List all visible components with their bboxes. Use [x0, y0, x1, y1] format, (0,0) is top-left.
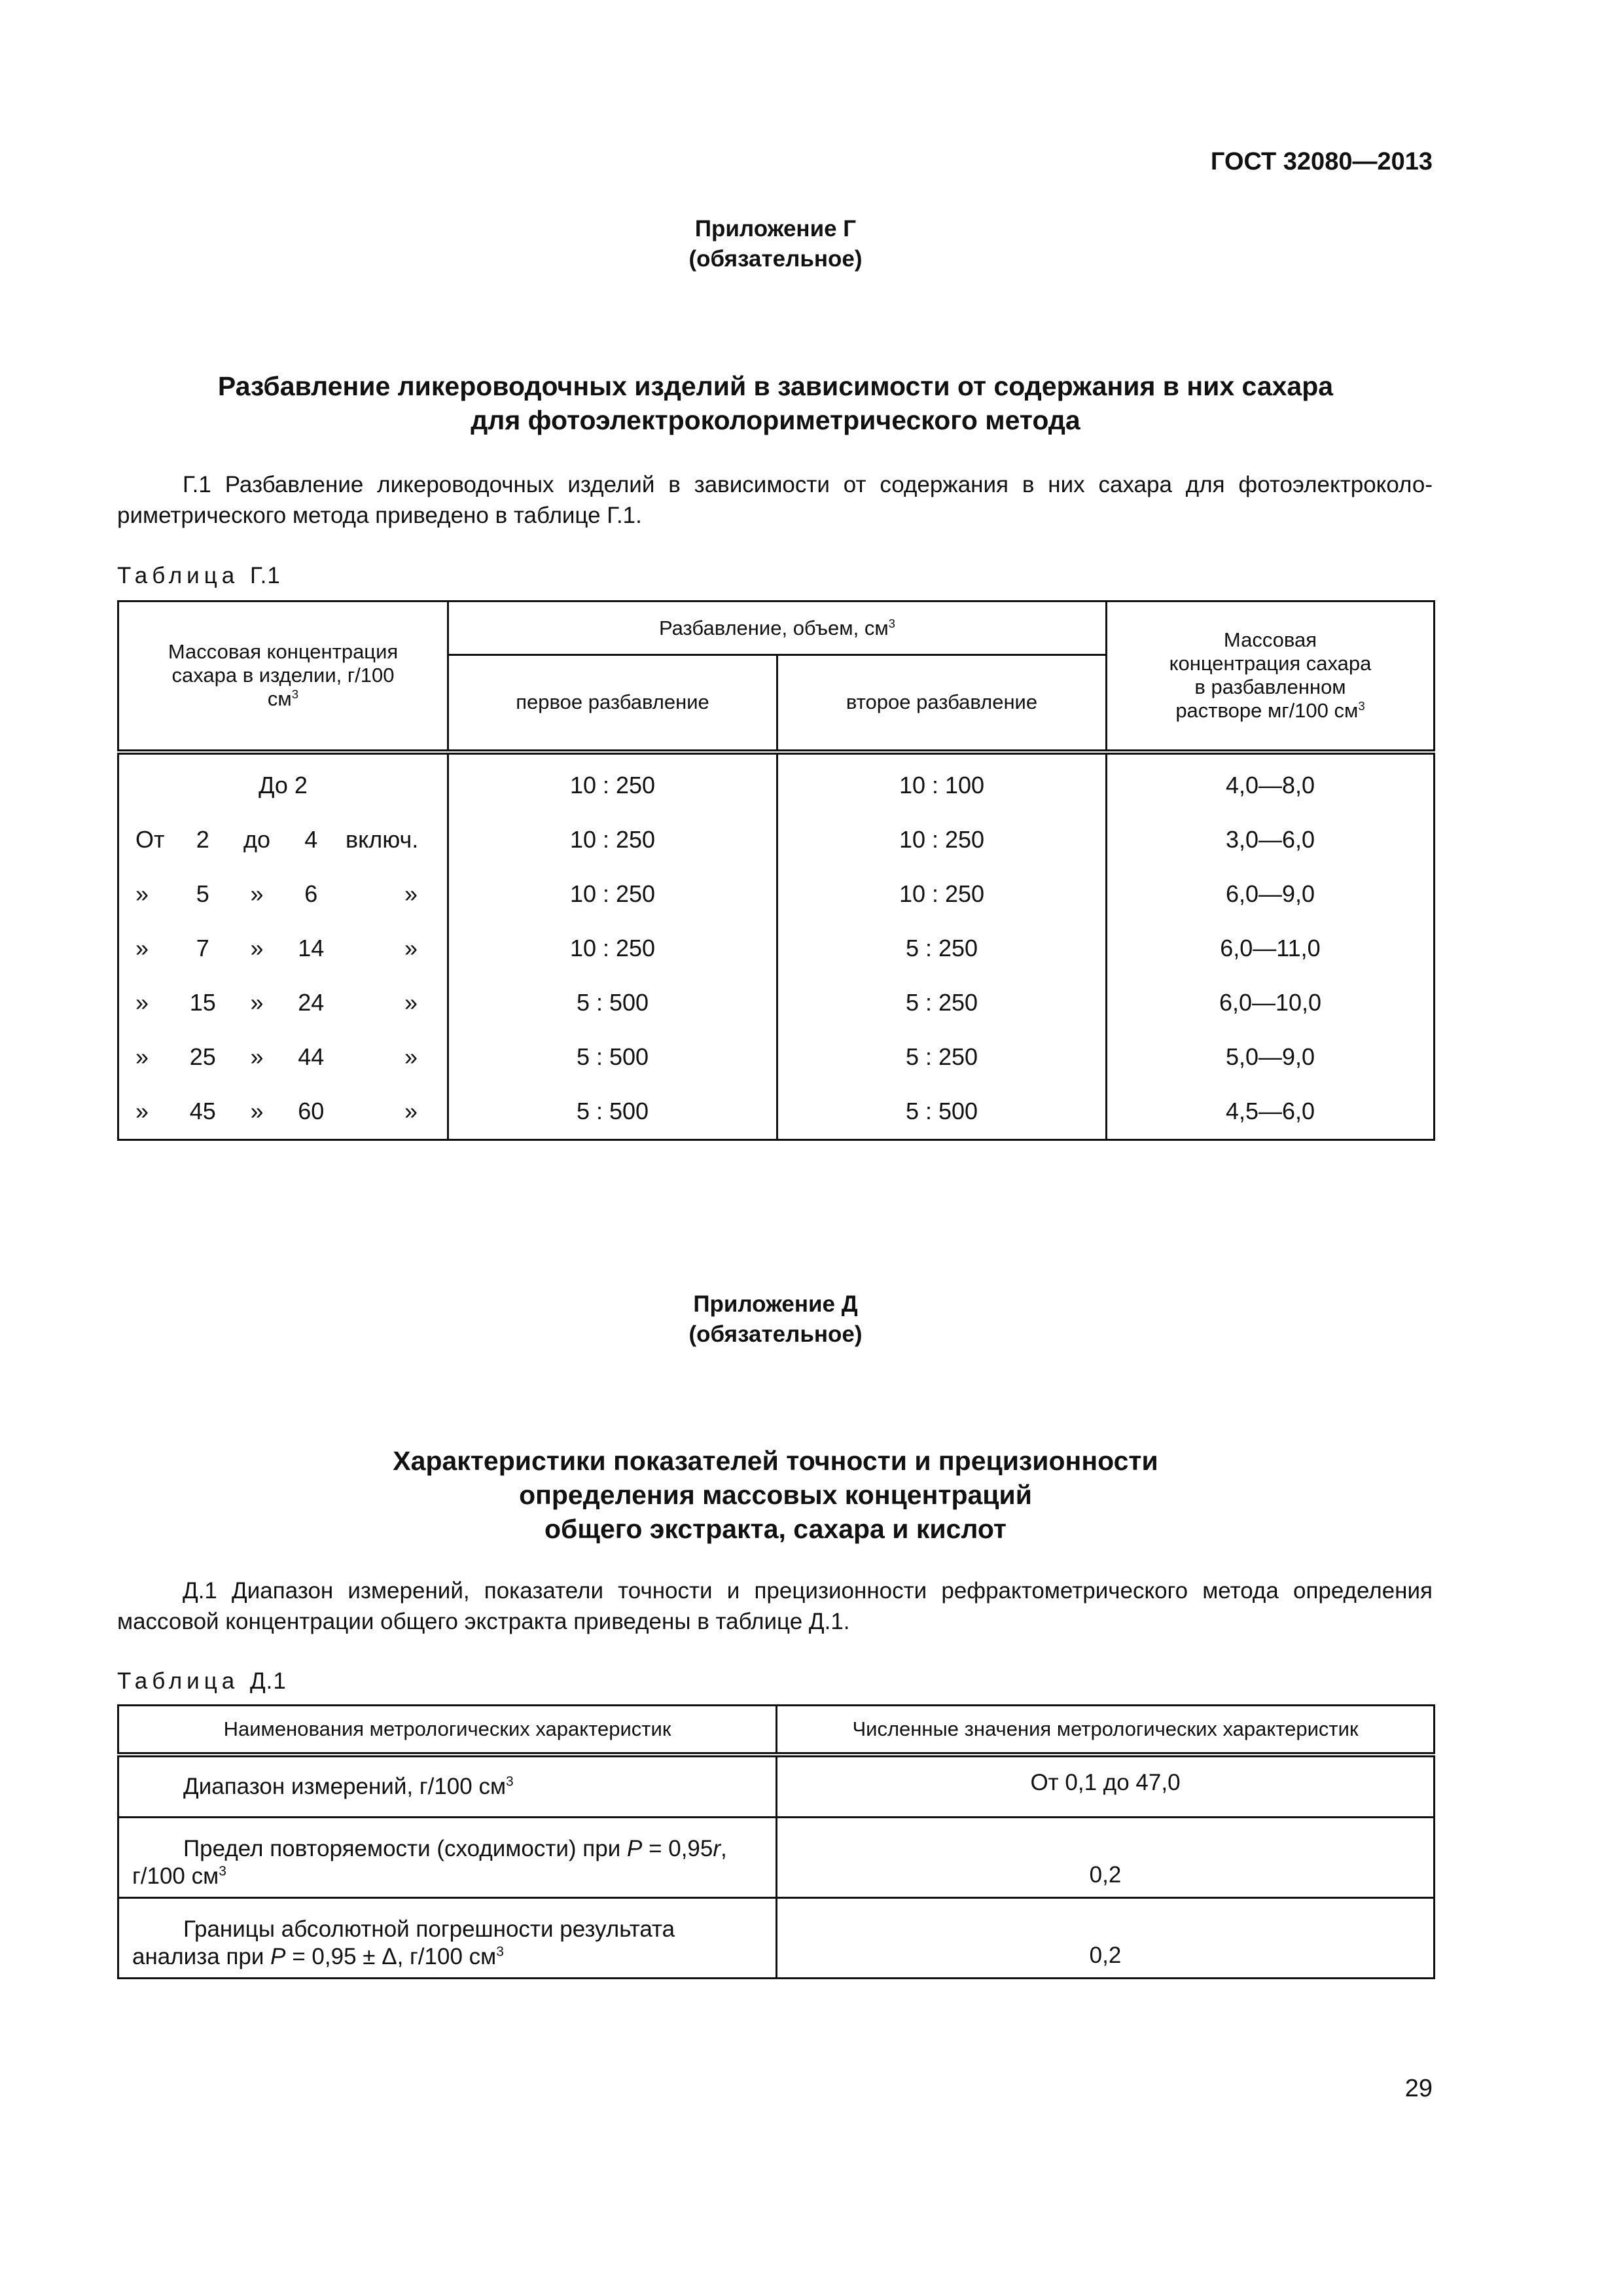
- table-d1-caption: [117, 1668, 287, 1695]
- table-d1-row1-label: Диапазон измерений, г/100 $см^3$: [118, 1755, 777, 1818]
- table-g1-cell-second: 5 : 250: [777, 922, 1107, 976]
- annex-d-status: (обязательное): [688, 1321, 863, 1347]
- table-g1-cell-conc: 6,0—11,0: [1107, 922, 1435, 976]
- table-g1-cell-range: » 25 » 44 »: [118, 1030, 448, 1085]
- table-g1-cell-first: 10 : 250: [448, 813, 777, 867]
- table-row: [118, 1818, 1435, 1898]
- table-g1-group-header: Разбавление, объем, $см^3$: [448, 601, 1107, 655]
- annex-g-status: (обязательное): [688, 246, 863, 272]
- annex-g-title: Приложение Г: [694, 216, 857, 242]
- table-row: [118, 922, 1435, 976]
- table-d1-row2-value: 0,2: [777, 1818, 1435, 1898]
- table-g1-cell-first: 10 : 250: [448, 752, 777, 813]
- table-d1-caption-label: Таблица: [117, 1668, 240, 1694]
- table-g1-cell-conc: 4,0—8,0: [1107, 752, 1435, 813]
- table-d1-row3-label: Границы абсолютной погрешности результата анализа при P = 0,95 ± Δ, г/100 $см^3$: [118, 1898, 777, 1979]
- table-g1-cell-range: » 45 » 60 »: [118, 1085, 448, 1140]
- table-g1-cell-second: 5 : 500: [777, 1085, 1107, 1140]
- table-g1: [117, 600, 1435, 1141]
- table-g1-cell-first: 5 : 500: [448, 1085, 777, 1140]
- annex-g-heading: [0, 369, 1551, 437]
- table-g1-caption: [117, 563, 281, 589]
- table-g1-col2-header: первое разбавление: [448, 655, 777, 752]
- annex-d-paragraph-text: Д.1 Диапазон измерений, показатели точности и прецизионности рефрактометрического метода определения массовой концентрации общего экстракта приведены в таблице Д.1.: [117, 1578, 1433, 1634]
- table-d1-col1-header: Наименования метрологических характеристик: [118, 1706, 777, 1755]
- table-g1-cell-second: 10 : 250: [777, 867, 1107, 922]
- page-number: 29: [1404, 2075, 1433, 2102]
- table-row: [118, 752, 1435, 813]
- table-g1-cell-range: » 7 » 14 »: [118, 922, 448, 976]
- table-row: [118, 1085, 1435, 1140]
- annex-g-title-block: [0, 214, 1551, 274]
- table-g1-col1-header: Массовая концентрация сахара в изделии, г/100 $см^3$: [118, 601, 448, 752]
- annex-d-paragraph: [117, 1575, 1433, 1637]
- annex-d-heading-line3: общего экстракта, сахара и кислот: [544, 1514, 1007, 1544]
- annex-g-heading-line1: Разбавление ликероводочных изделий в зависимости от содержания в них сахара: [217, 371, 1334, 401]
- annex-d-title: Приложение Д: [693, 1291, 858, 1317]
- table-g1-cell-conc: 6,0—9,0: [1107, 867, 1435, 922]
- annex-d-title-block: [0, 1289, 1551, 1350]
- table-row: [118, 1755, 1435, 1818]
- table-g1-col4-header: Массовая концентрация сахара в разбавленном растворе мг/100 $см^3$: [1107, 601, 1435, 752]
- table-g1-cell-first: 10 : 250: [448, 867, 777, 922]
- table-g1-cell-range: От 2 до 4 включ.: [118, 813, 448, 867]
- annex-g-paragraph: [117, 469, 1433, 531]
- table-g1-cell-range: » 15 » 24 »: [118, 976, 448, 1030]
- table-g1-cell-conc: 5,0—9,0: [1107, 1030, 1435, 1085]
- table-d1-caption-number: Д.1: [249, 1668, 287, 1694]
- table-d1-row1-value: От 0,1 до 47,0: [777, 1755, 1435, 1818]
- annex-d-heading-line2: определения массовых концентраций: [519, 1480, 1032, 1510]
- table-g1-cell-range: До 2: [118, 752, 448, 813]
- table-row: [118, 813, 1435, 867]
- table-d1: [117, 1704, 1435, 1979]
- table-row: [118, 1898, 1435, 1979]
- table-row: [118, 867, 1435, 922]
- annex-g-paragraph-text: Г.1 Разбавление ликероводочных изделий в зависимости от содержания в них сахара для фотоэлектроколориметрического метода приведено в таблице Г.1.: [117, 472, 1433, 528]
- annex-d-heading-line1: Характеристики показателей точности и прецизионности: [393, 1446, 1158, 1476]
- annex-d-heading: [0, 1444, 1551, 1546]
- table-g1-col3-header: второе разбавление: [777, 655, 1107, 752]
- table-g1-cell-second: 10 : 250: [777, 813, 1107, 867]
- table-d1-row3-value: 0,2: [777, 1898, 1435, 1979]
- table-g1-caption-label: Таблица: [117, 563, 240, 588]
- table-row: [118, 976, 1435, 1030]
- table-g1-cell-second: 10 : 100: [777, 752, 1107, 813]
- table-row: [118, 1030, 1435, 1085]
- document-code: ГОСТ 32080—2013: [1210, 148, 1433, 175]
- table-g1-cell-first: 5 : 500: [448, 1030, 777, 1085]
- table-g1-cell-first: 10 : 250: [448, 922, 777, 976]
- table-g1-caption-number: Г.1: [249, 563, 281, 588]
- table-d1-row2-label: Предел повторяемости (сходимости) при P = 0,95r, г/100 $см^3$: [118, 1818, 777, 1898]
- table-g1-cell-conc: 4,5—6,0: [1107, 1085, 1435, 1140]
- table-g1-cell-second: 5 : 250: [777, 1030, 1107, 1085]
- table-d1-col2-header: Численные значения метрологических характеристик: [777, 1706, 1435, 1755]
- table-g1-cell-second: 5 : 250: [777, 976, 1107, 1030]
- table-g1-cell-conc: 3,0—6,0: [1107, 813, 1435, 867]
- table-g1-cell-conc: 6,0—10,0: [1107, 976, 1435, 1030]
- table-g1-cell-first: 5 : 500: [448, 976, 777, 1030]
- table-g1-cell-range: » 5 » 6 »: [118, 867, 448, 922]
- annex-g-heading-line2: для фотоэлектроколориметрического метода: [471, 405, 1080, 435]
